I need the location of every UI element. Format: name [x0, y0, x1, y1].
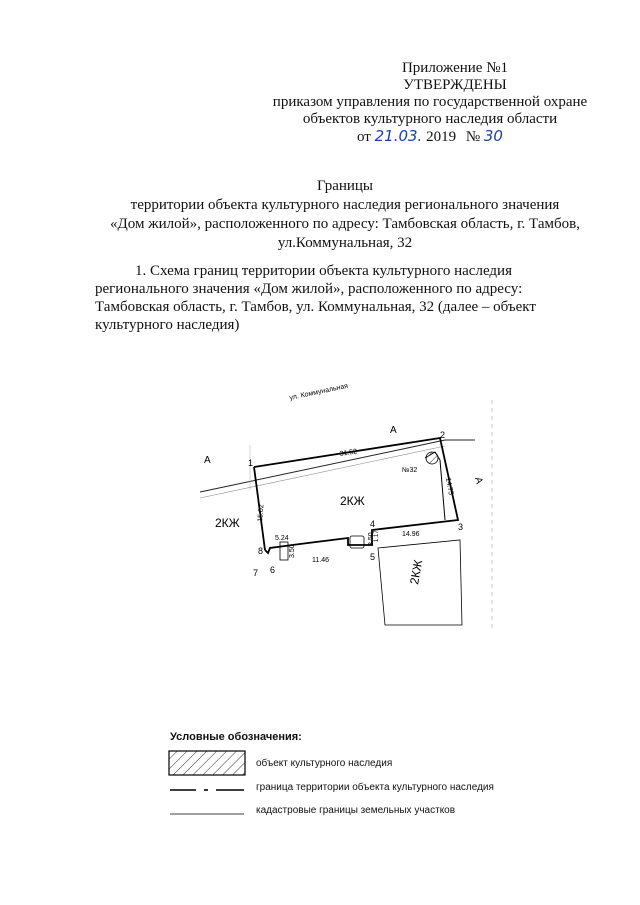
dim-1-17: 1.17 [374, 530, 380, 542]
dim-11-46: 11.46 [312, 557, 329, 564]
dim-top: 31.52 [339, 448, 358, 458]
point-4: 4 [370, 519, 376, 529]
point-2: 2 [440, 430, 446, 440]
order-line-2: объектов культурного наследия области [302, 111, 558, 127]
appendix-label: Приложение №1 [401, 60, 509, 76]
order-date-line [220, 128, 640, 146]
street-label: ул. Коммунальная [288, 382, 349, 402]
document-title [90, 177, 600, 253]
point-6: 6 [270, 565, 276, 575]
approval-block [220, 60, 640, 146]
dim-5-24: 5.24 [275, 535, 289, 542]
paragraph-line-2: регионального значения «Дом жилой», расположенного по адресу: [95, 281, 523, 297]
boundary-scheme [190, 380, 530, 640]
order-year: 2019 [426, 129, 457, 145]
dim-right: 14.75 [444, 477, 454, 496]
point-3: 3 [458, 522, 464, 532]
house-corner-mark [426, 452, 438, 464]
paragraph-line-1: 1. Схема границ территории объекта культурного наследия [135, 263, 512, 279]
point-8: 8 [258, 546, 264, 556]
section-label-a-right: А [472, 475, 485, 486]
paragraph-line-4: культурного наследия) [95, 317, 240, 333]
legend-item-boundary: граница территории объекта культурного наследия [256, 782, 494, 793]
number-label: № [465, 129, 481, 145]
handwritten-number: 30 [483, 127, 503, 145]
title-line-2: территории объекта культурного наследия регионального значения [130, 197, 560, 213]
dim-left: 15.02 [257, 504, 266, 523]
title-line-1: Границы [316, 178, 374, 194]
street-line-top [200, 440, 445, 492]
order-line-1: приказом управления по государственной охране [272, 94, 588, 110]
dim-3-50a: 3.50 [289, 544, 296, 558]
from-label: от [357, 129, 371, 145]
zone-label-left: 2КЖ [215, 516, 240, 530]
inner-stub [280, 542, 288, 560]
paragraph-line-3: Тамбовская область, г. Тамбов, ул. Коммунальная, 32 (далее – объект [95, 299, 536, 315]
legend-title: Условные обозначения: [170, 731, 302, 743]
legend-symbol-cadastral [168, 806, 246, 818]
zone-label-center: 2КЖ [340, 494, 365, 508]
scheme-paragraph [95, 262, 600, 334]
legend-item-cadastral: кадастровые границы земельных участков [256, 805, 456, 816]
legend-symbol-boundary [168, 782, 246, 794]
house-number: №32 [402, 467, 418, 474]
title-line-4: ул.Коммунальная, 32 [277, 235, 413, 251]
point-7: 7 [253, 568, 259, 578]
point-1: 1 [248, 458, 254, 468]
section-label-a-top: А [390, 425, 397, 436]
section-label-a-left: А [204, 455, 211, 466]
dim-14-96: 14.96 [402, 531, 420, 538]
parcel-divider [372, 520, 458, 530]
dim-3-50b: 3.50 [368, 532, 375, 546]
title-line-3: «Дом жилой», расположенного по адресу: Тамбовская область, г. Тамбов, [110, 216, 580, 232]
zone-label-parcel: 2КЖ [407, 558, 426, 586]
handwritten-date: 21.03. [374, 127, 423, 145]
point-5: 5 [370, 552, 376, 562]
approved-label: УТВЕРЖДЕНЫ [403, 77, 507, 93]
inner-notch [350, 536, 364, 548]
legend-item-object: объект культурного наследия [256, 758, 393, 769]
legend-symbol-object [168, 750, 246, 776]
